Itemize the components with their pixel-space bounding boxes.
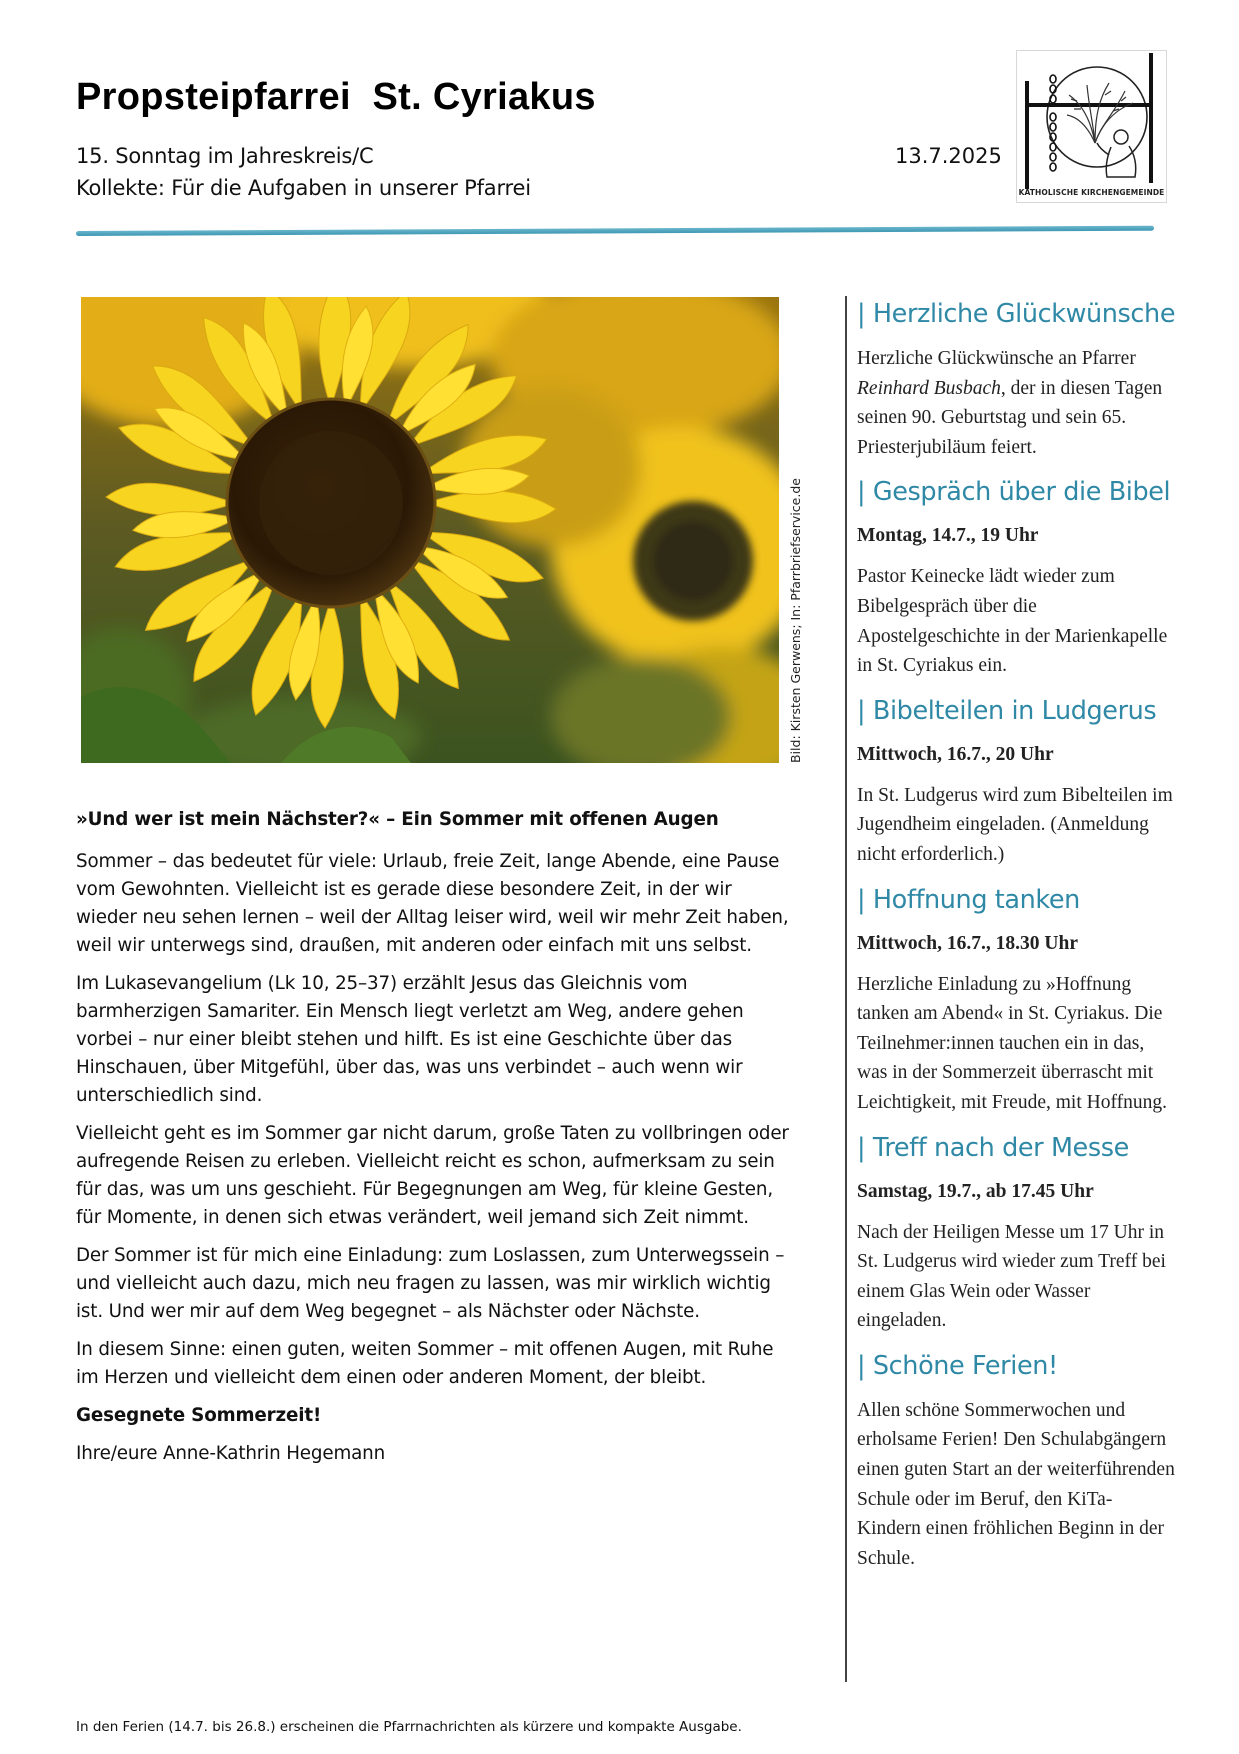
section-congratulations: [857, 296, 1175, 462]
footer-note: In den Ferien (14.7. bis 26.8.) erscheinen die Pfarrnachrichten als kürzere und kompakte Ausgabe.: [76, 1719, 742, 1735]
collection-note: Kollekte: Für die Aufgaben in unserer Pfarrei: [76, 176, 531, 200]
section-heading: | Bibelteilen in Ludgerus: [857, 695, 1157, 726]
section-heading: | Schöne Ferien!: [857, 1350, 1058, 1381]
section-heading: | Treff nach der Messe: [857, 1132, 1129, 1163]
congrats-name: Reinhard Busbach: [857, 377, 1001, 399]
article-blessing: Gesegnete Sommerzeit!: [76, 1405, 322, 1426]
article-paragraph: Im Lukasevangelium (Lk 10, 25–37) erzählt Jesus das Gleichnis vom barmherzigen Samariter. Ein Mensch liegt verletzt am Weg, andere gehen vorbei – nur einer bleibt stehen und hilft. Es ist eine Geschichte über das Hinschauen, über Mitgefühl, über das, was uns verbindet – auch wenn wir unterschiedlich sind.: [76, 973, 744, 1106]
sunflower-photo: [81, 297, 779, 763]
sidebar-divider: [845, 296, 847, 1682]
event-description: Nach der Heiligen Messe um 17 Uhr in St. Ludgerus wird wieder zum Treff bei einem Glas Wein oder Wasser eingeladen.: [857, 1221, 1166, 1332]
section-meeting: [857, 1130, 1175, 1336]
event-time: Mittwoch, 16.7., 20 Uhr: [857, 743, 1054, 765]
congrats-text-end: , der in diesen Tagen seinen 90. Geburtstag und sein 65. Priesterjubiläum feiert.: [857, 377, 1163, 458]
section-heading: | Hoffnung tanken: [857, 884, 1080, 915]
sidebar: [857, 296, 1175, 1585]
section-bible-talk: [857, 474, 1175, 680]
article: [76, 806, 791, 1478]
article-paragraph: In diesem Sinne: einen guten, weiten Sommer – mit offenen Augen, mit Ruhe im Herzen und vielleicht dem einen oder anderen Moment, der bleibt.: [76, 1339, 774, 1388]
sunflower-icon: [81, 297, 779, 763]
parish-logo: [1016, 50, 1167, 203]
section-heading: | Herzliche Glückwünsche: [857, 299, 1176, 329]
event-description: Herzliche Einladung zu »Hoffnung tanken am Abend« in St. Cyriakus. Die Teilnehmer:innen tauchen ein in das, was in der Sommerzeit überrascht mit Leichtigkeit, mit Freude, mit Hoffnung.: [857, 973, 1167, 1113]
section-bible-sharing: [857, 693, 1175, 870]
article-paragraph: Vielleicht geht es im Sommer gar nicht darum, große Taten zu vollbringen oder aufregende Reisen zu erleben. Vielleicht reicht es schon, aufmerksam zu sein für das, was um uns geschieht. Für Begegnungen am Weg, für kleine Gesten, für Momente, in denen sich etwas verändert, weil jemand sich Zeit nimmt.: [76, 1123, 789, 1228]
article-paragraph: Der Sommer ist für mich eine Einladung: zum Loslassen, zum Unterwegssein – und vielleicht auch dazu, mich neu fragen zu lassen, was mir wirklich wichtig ist. Und wer mir auf dem Weg begegnet – als Nächster oder Nächste.: [76, 1245, 785, 1322]
logo-caption: KATHOLISCHE KIRCHENGEMEINDE: [1018, 188, 1165, 197]
page-title: Propsteipfarrei St. Cyriakus: [76, 76, 596, 118]
event-time: Montag, 14.7., 19 Uhr: [857, 525, 1039, 547]
section-hope: [857, 882, 1175, 1118]
event-time: Mittwoch, 16.7., 18.30 Uhr: [857, 932, 1078, 954]
event-time: Samstag, 19.7., ab 17.45 Uhr: [857, 1180, 1094, 1202]
section-heading: | Gespräch über die Bibel: [857, 477, 1171, 508]
congrats-text: [857, 344, 1175, 462]
holidays-text: Allen schöne Sommerwochen und erholsame Ferien! Den Schulabgängern einen guten Start an der weiterführenden Schule oder im Beruf, den KiTa-Kindern einen fröhlichen Beginn in der Schule.: [857, 1399, 1175, 1569]
event-description: In St. Ludgerus wird zum Bibelteilen im Jugendheim eingeladen. (Anmeldung nicht erforderlich.): [857, 784, 1173, 865]
section-holidays: [857, 1348, 1175, 1574]
sunday-name: 15. Sonntag im Jahreskreis/C: [76, 144, 374, 168]
photo-credit: Bild: Kirsten Gerwens; In: Pfarrbriefservice.de: [788, 478, 803, 763]
header-divider: [76, 226, 1154, 236]
issue-date: 13.7.2025: [895, 144, 1002, 168]
article-heading: »Und wer ist mein Nächster?« – Ein Sommer mit offenen Augen: [76, 809, 719, 830]
article-signature: Ihre/eure Anne-Kathrin Hegemann: [76, 1443, 386, 1464]
congrats-text-start: Herzliche Glückwünsche an Pfarrer: [857, 348, 1136, 369]
article-paragraph: Sommer – das bedeutet für viele: Urlaub, freie Zeit, lange Abende, eine Pause vom Gewohnten. Vielleicht ist es gerade diese besondere Zeit, in der wir wieder neu sehen lernen – weil der Alltag leiser wird, weil wir mehr Zeit haben, weil wir unterwegs sind, draußen, mit anderen oder einfach mit uns selbst.: [76, 851, 789, 956]
event-description: Pastor Keinecke lädt wieder zum Bibelgespräch über die Apostelgeschichte in der Marienkapelle in St. Cyriakus ein.: [857, 566, 1168, 677]
parish-emblem-icon: [1017, 51, 1166, 202]
